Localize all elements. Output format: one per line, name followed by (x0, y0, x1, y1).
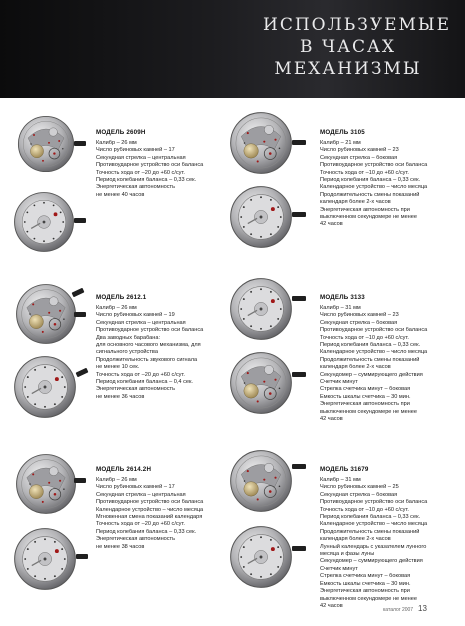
spec-line: Точность хода от –20 до +60 с/сут. (96, 521, 185, 528)
spec-line: Энергетическая автономность при (320, 206, 410, 213)
specs-31679 (320, 477, 465, 610)
movement-2612-1-front-image (12, 354, 78, 420)
spec-line: сигнального устройства (96, 349, 158, 356)
spec-line: Число рубиновых камней – 23 (320, 147, 399, 154)
movement-31679-crown-2 (292, 546, 306, 551)
spec-line: Счетчик минут (320, 565, 358, 572)
specs-2614-2n (96, 477, 246, 551)
header-banner (0, 0, 465, 98)
spec-line: Противоударное устройство оси баланса (96, 327, 204, 334)
model-title-31679: МОДЕЛЬ 31679 (320, 466, 369, 473)
spec-line: календаря более 2-х часов (320, 199, 391, 206)
spec-line: Мгновенная смена показаний календаря (96, 514, 203, 521)
spec-line: Энергетическая автономность при (320, 401, 410, 408)
spec-line: не менее 38 часов (96, 543, 145, 550)
movement-3105-front-image (228, 184, 294, 250)
spec-line: не менее 10 сек. (96, 364, 140, 371)
spec-line: Число рубиновых камней – 17 (96, 484, 175, 491)
spec-line: Секундомер – суммирующего действия (320, 558, 423, 565)
spec-line: не менее 40 часов (96, 191, 145, 198)
spec-line: Число рубиновых камней – 25 (320, 484, 399, 491)
specs-2612-1 (96, 305, 246, 401)
spec-line: Противоударное устройство оси баланса (320, 327, 428, 334)
page-title-line-1: ИСПОЛЬЗУЕМЫЕ (263, 15, 452, 35)
spec-line: 42 часов (320, 416, 343, 423)
spec-line: Число рубиновых камней – 23 (320, 312, 399, 319)
spec-line: Стрелка счетчика минут – боковая (320, 386, 411, 393)
spec-line: Противоударное устройство оси баланса (320, 162, 428, 169)
spec-line: Точность хода от –20 до +60 с/сут. (96, 169, 185, 176)
specs-3105 (320, 140, 465, 229)
spec-line: Число рубиновых камней – 19 (96, 312, 175, 319)
spec-line: Калибр – 26 мм (96, 305, 137, 311)
spec-line: Точность хода от –20 до +60 с/сут. (96, 371, 185, 378)
spec-line: Энергетическая автономность (96, 184, 176, 191)
spec-line: Калибр – 26 мм (96, 477, 137, 483)
movement-2609n-back-image (16, 114, 76, 174)
movement-3105-crown-2 (292, 212, 306, 217)
spec-line: Емкость шкалы счетчика – 30 мин. (320, 580, 411, 587)
spec-line: Противоударное устройство оси баланса (96, 162, 204, 169)
spec-line: выключенном секундомере не менее (320, 595, 417, 602)
spec-line: Календарное устройство – число месяца (320, 521, 428, 528)
spec-line: 42 часов (320, 602, 343, 609)
spec-line: Два заводных барабана: (96, 334, 161, 341)
model-title-3105: МОДЕЛЬ 3105 (320, 129, 365, 136)
spec-line: Секундная стрелка – центральная (96, 319, 186, 326)
spec-line: Секундная стрелка – боковая (320, 491, 398, 498)
spec-line: Число рубиновых камней – 17 (96, 147, 175, 154)
movement-3133-front-image (228, 276, 294, 342)
model-title-2609n: МОДЕЛЬ 2609Н (96, 129, 146, 136)
spec-line: Продолжительность смены показаний (320, 356, 420, 363)
spec-line: Период колебания баланса – 0,33 сек. (320, 514, 421, 521)
spec-line: Секундная стрелка – центральная (96, 154, 186, 161)
spec-line: Календарное устройство – число месяца (320, 184, 428, 191)
movement-31679-front-image (228, 524, 294, 590)
specs-3133 (320, 305, 465, 424)
spec-line: Продолжительность смены показаний (320, 528, 420, 535)
spec-line: для основного часового механизма, для (96, 342, 201, 349)
spec-line: Точность хода от –10 до +60 с/сут. (320, 334, 409, 341)
movement-3133-crown-2 (292, 372, 306, 377)
movement-31679-crown (292, 464, 306, 469)
spec-line: Стрелка счетчика минут – боковая (320, 573, 411, 580)
movement-2612-1-back-image (14, 282, 78, 346)
spec-line: Счетчик минут (320, 379, 358, 386)
movement-2614-2n-crown (74, 478, 86, 483)
movement-2614-2n-back-image (14, 452, 78, 516)
model-title-2612-1: МОДЕЛЬ 2612.1 (96, 294, 147, 301)
spec-line: Точность хода от –10 до +60 с/сут. (320, 506, 409, 513)
spec-line: календаря более 2-х часов (320, 536, 391, 543)
movement-3133-back-image (228, 350, 294, 416)
spec-line: Противоударное устройство оси баланса (320, 499, 428, 506)
model-title-3133: МОДЕЛЬ 3133 (320, 294, 365, 301)
spec-line: Калибр – 31 мм (320, 305, 361, 311)
movement-2609n-crown-2 (74, 218, 86, 223)
spec-line: Период колебания баланса – 0,4 сек. (96, 379, 193, 386)
spec-line: месяца и фазы луны (320, 551, 375, 558)
spec-line: Точность хода от –10 до +60 с/сут. (320, 169, 409, 176)
spec-line: Калибр – 21 мм (320, 140, 361, 146)
page-title (263, 14, 452, 80)
spec-line: Энергетическая автономность (96, 386, 176, 393)
spec-line: Калибр – 31 мм (320, 477, 361, 483)
catalog-label: каталог 2007 (383, 607, 414, 613)
spec-line: Энергетическая автономность (96, 536, 176, 543)
spec-line: Календарное устройство – число месяца (96, 506, 204, 513)
spec-line: Продолжительность смены показаний (320, 191, 420, 198)
spec-line: Калибр – 26 мм (96, 140, 137, 146)
spec-line: календаря более 2-х часов (320, 364, 391, 371)
movement-2614-2n-front-image (12, 526, 78, 592)
movement-2614-2n-crown-2 (76, 554, 88, 559)
page-title-line-2: В ЧАСАХ (300, 37, 396, 57)
page-title-line-3: МЕХАНИЗМЫ (274, 59, 422, 79)
spec-line: Период колебания баланса – 0,33 сек. (96, 177, 197, 184)
spec-line: Период колебания баланса – 0,33 сек. (320, 177, 421, 184)
spec-line: Календарное устройство – число месяца (320, 349, 428, 356)
spec-line: Энергетическая автономность при (320, 588, 410, 595)
spec-line: Период колебания баланса – 0,33 сек. (320, 342, 421, 349)
spec-line: Период колебания баланса – 0,33 сек. (96, 528, 197, 535)
spec-line: Лунный календарь с указателем лунного (320, 543, 427, 550)
page-number: 13 (418, 604, 427, 613)
spec-line: выключенном секундомере не менее (320, 214, 417, 221)
spec-line: Секундная стрелка – боковая (320, 319, 398, 326)
model-title-2614-2n: МОДЕЛЬ 2614.2Н (96, 466, 152, 473)
spec-line: Секундомер – суммирующего действия (320, 371, 423, 378)
spec-line: Противоударное устройство оси баланса (96, 499, 204, 506)
spec-line: Емкость шкалы счетчика – 30 мин. (320, 393, 411, 400)
movement-3105-crown (292, 140, 306, 145)
movement-2609n-front-image (12, 190, 76, 254)
movement-3133-crown (292, 296, 306, 301)
movement-2609n-crown (74, 141, 86, 146)
spec-line: 42 часов (320, 221, 343, 228)
movement-3105-back-image (228, 110, 294, 176)
spec-line: выключенном секундомере не менее (320, 408, 417, 415)
movement-2612-1-crown (74, 312, 86, 317)
movement-31679-back-image (228, 448, 294, 514)
spec-line: Продолжительность звукового сигнала (96, 356, 198, 363)
spec-line: Секундная стрелка – боковая (320, 154, 398, 161)
spec-line: Секундная стрелка – центральная (96, 491, 186, 498)
specs-2609n (96, 140, 246, 199)
spec-line: не менее 36 часов (96, 393, 145, 400)
